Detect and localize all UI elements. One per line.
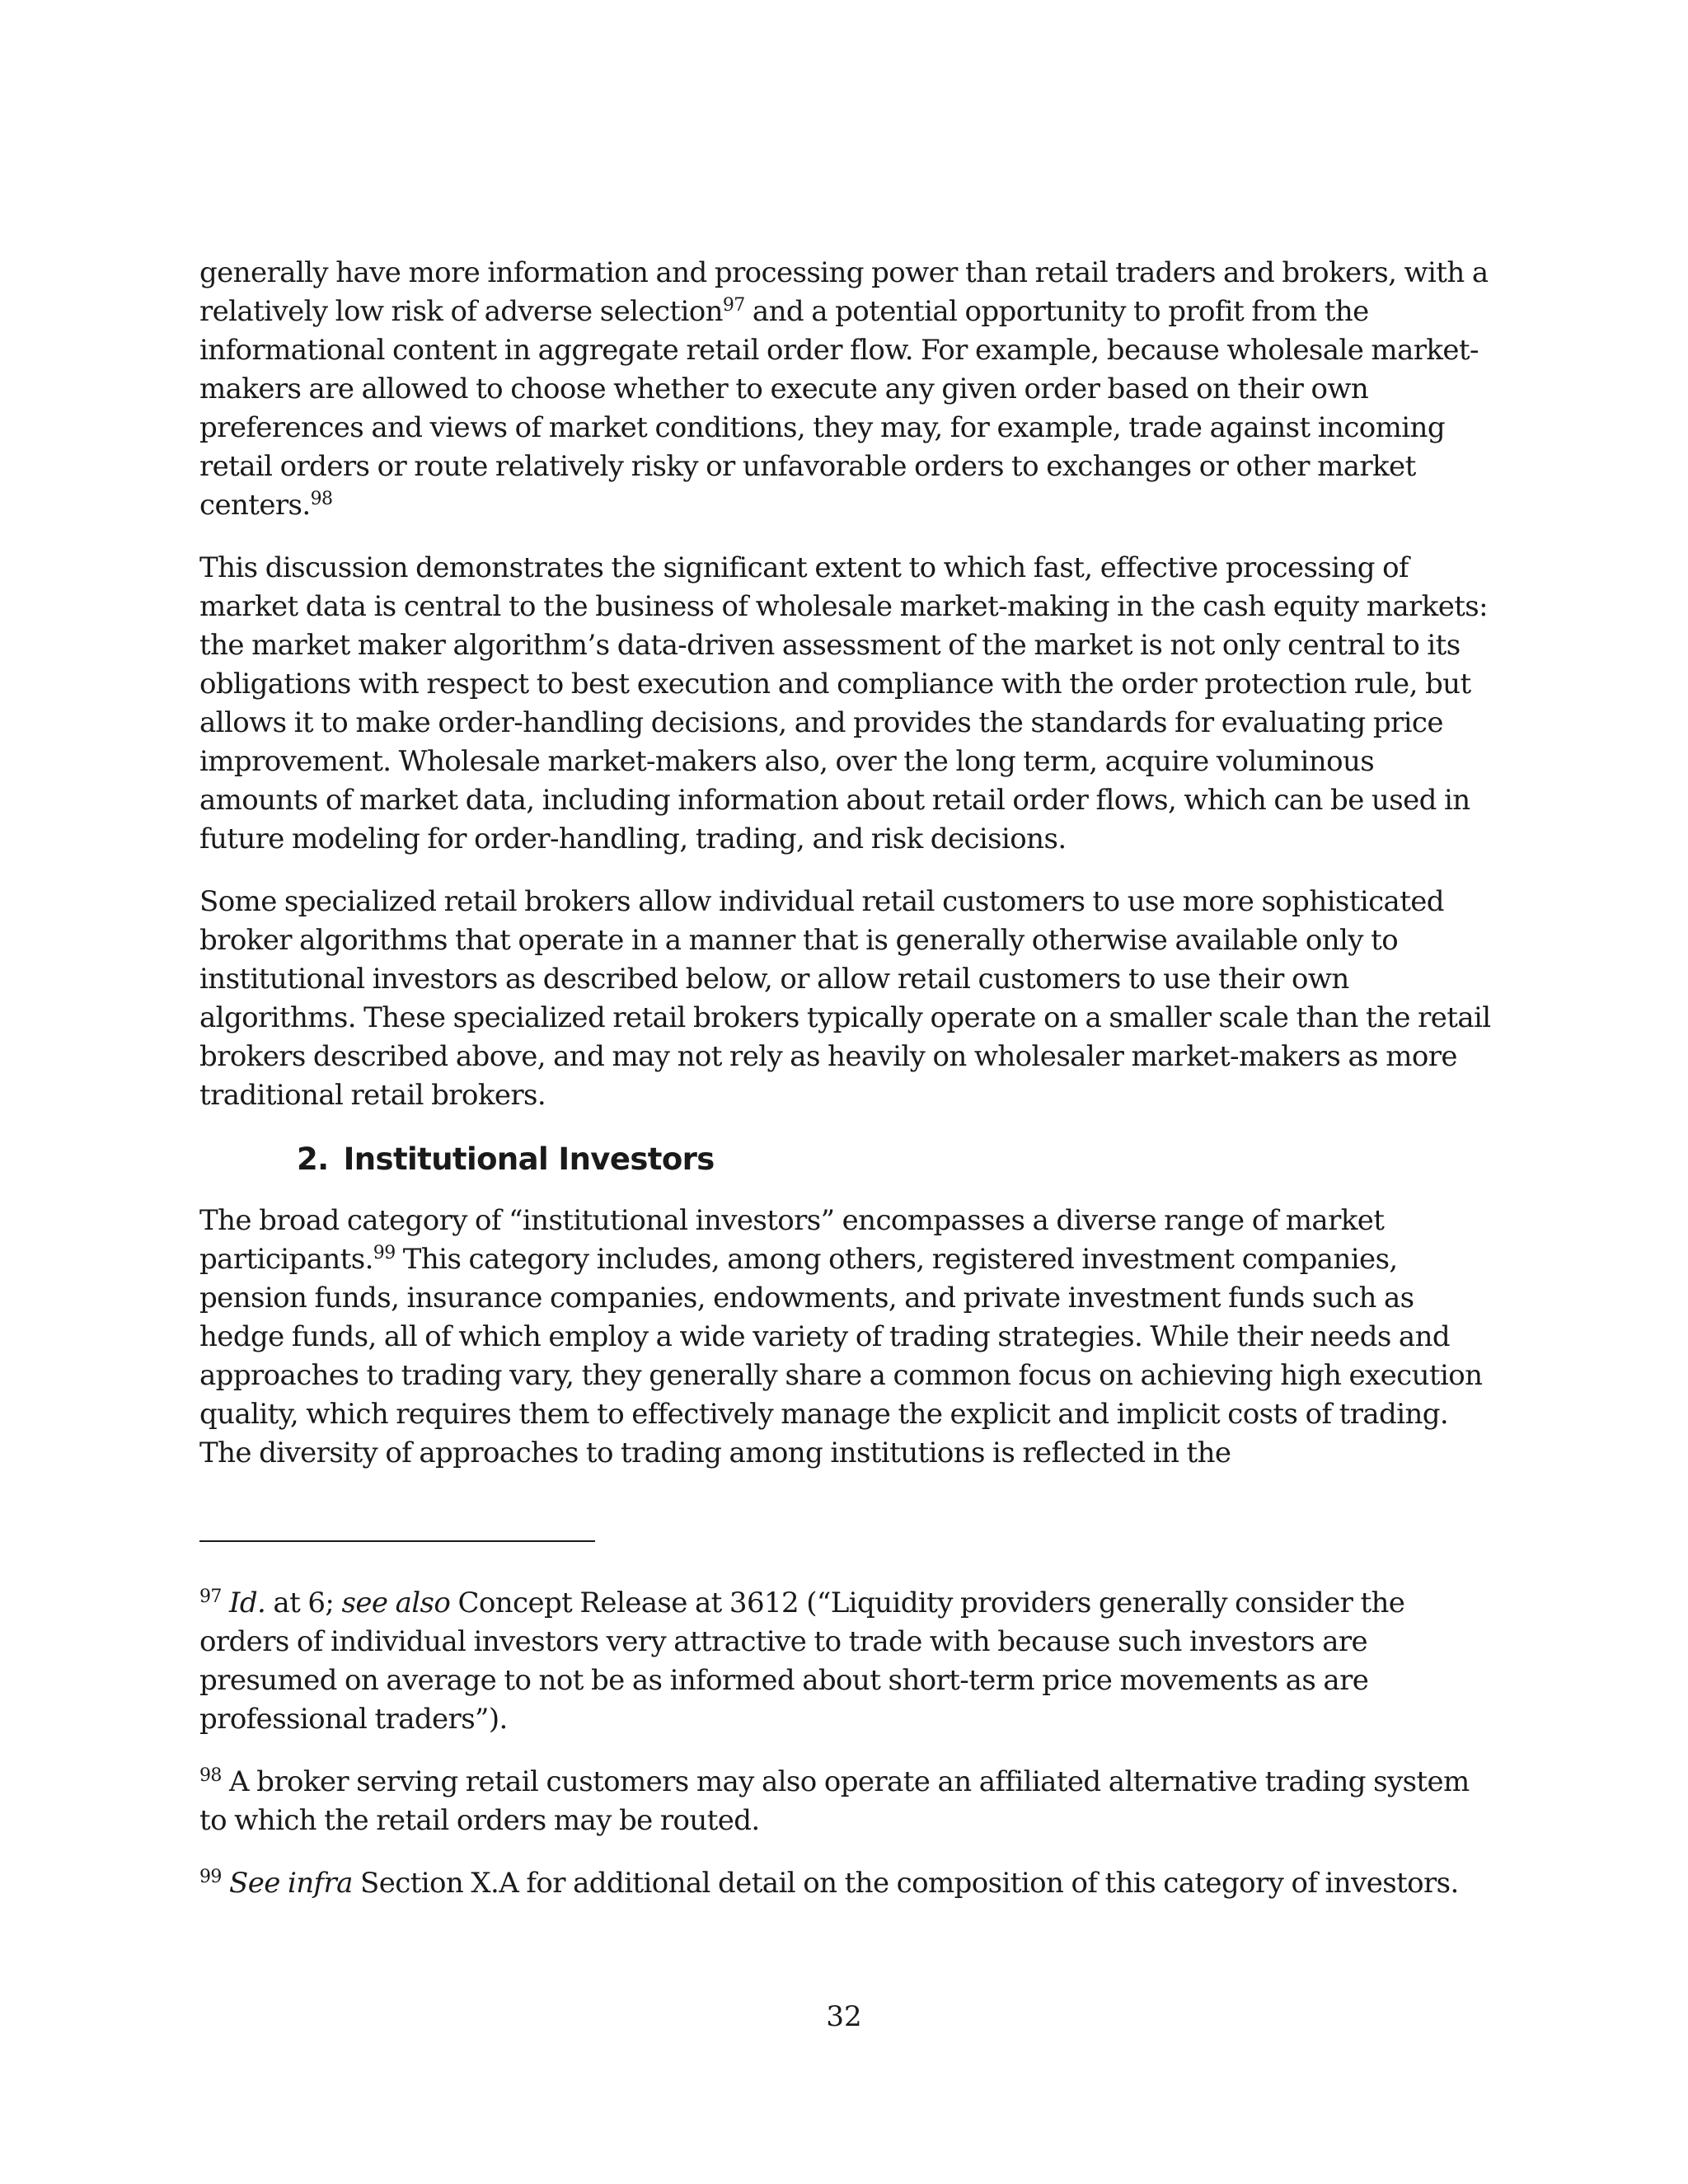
section-number: 2. (297, 1141, 329, 1177)
footnote-text: A broker serving retail customers may also operate an affiliated alternative trading system to which the retail orders may be routed. (199, 1765, 1470, 1837)
footnote-text: at 6; (265, 1586, 342, 1619)
footnote-number: 98 (199, 1765, 222, 1786)
page-number: 32 (826, 2000, 862, 2033)
footnote-99 (199, 1864, 1493, 1903)
footnote-ref-97[interactable]: 97 (722, 295, 745, 316)
footnote-ref-98[interactable]: 98 (310, 489, 333, 509)
paragraph-market-data: This discussion demonstrates the significant extent to which fast, effective processing of market data is central to the business of wholesale market-making in the cash equity markets: the market maker algorithm’s data-driven assessment of the market is not only central to its obligations with respect to best execution and compliance with the order protection rule, but allows it to make order-handling decisions, and provides the standards for evaluating price improvement. Wholesale market-makers also, over the long term, acquire voluminous amounts of market data, including information about retail order flows, which can be used in future modeling for order-handling, trading, and risk decisions. (199, 551, 1488, 855)
citation-id: Id. (229, 1586, 266, 1619)
paragraph-text: This category includes, among others, registered investment companies, pension funds, insurance companies, endowments, and private investment funds such as hedge funds, all of which employ a wide variety of trading strategies. While their needs and approaches to trading vary, they generally share a common focus on achieving high execution quality, which requires them to effectively manage the explicit and implicit costs of trading. The diversity of approaches to trading among institutions is reflected in the (199, 1243, 1483, 1469)
footnote-number: 99 (199, 1867, 222, 1887)
footnote-number: 97 (199, 1586, 222, 1607)
footnote-text: Section X.A for additional detail on the composition of this category of investors. (352, 1867, 1459, 1900)
paragraph-text: generally have more information and processing power than retail traders and brokers, with a relatively low risk of adverse selection (199, 256, 1489, 328)
paragraph-institutional (199, 1202, 1493, 1473)
section-heading (199, 1139, 1493, 1180)
footnote-text: Concept Release at 3612 (“Liquidity providers generally consider the orders of individual investors very attractive to trade with because such investors are presumed on average to not be as informed about short-term price movements as are professional traders”). (199, 1586, 1405, 1736)
citation-signal: See infra (229, 1867, 353, 1900)
footnote-97 (199, 1584, 1493, 1739)
paragraph-retail-wholesale (199, 254, 1493, 525)
paragraph-text: The broad category of “institutional investors” encompasses a diverse range of market participants. (199, 1204, 1385, 1276)
citation-signal: see also (341, 1586, 451, 1619)
section-title: Institutional Investors (343, 1141, 715, 1177)
footnote-separator (199, 1540, 595, 1542)
paragraph-text: and a potential opportunity to profit from the informational content in aggregate retail order flow. For example, because wholesale market-makers are allowed to choose whether to execute any given order based on their own preferences and views of market conditions, they may, for example, trade against incoming retail orders or route relatively risky or unfavorable orders to exchanges or other market centers. (199, 295, 1479, 522)
footnote-ref-99[interactable]: 99 (373, 1243, 396, 1263)
main-text (199, 254, 1493, 1497)
footnotes (199, 1584, 1493, 1927)
footnote-98 (199, 1763, 1493, 1840)
paragraph-specialized-brokers: Some specialized retail brokers allow individual retail customers to use more sophisticated broker algorithms that operate in a manner that is generally otherwise available only to institutional investors as described below, or allow retail customers to use their own algorithms. These specialized retail brokers typically operate on a smaller scale than the retail brokers described above, and may not rely as heavily on wholesaler market-makers as more traditional retail brokers. (199, 885, 1491, 1112)
